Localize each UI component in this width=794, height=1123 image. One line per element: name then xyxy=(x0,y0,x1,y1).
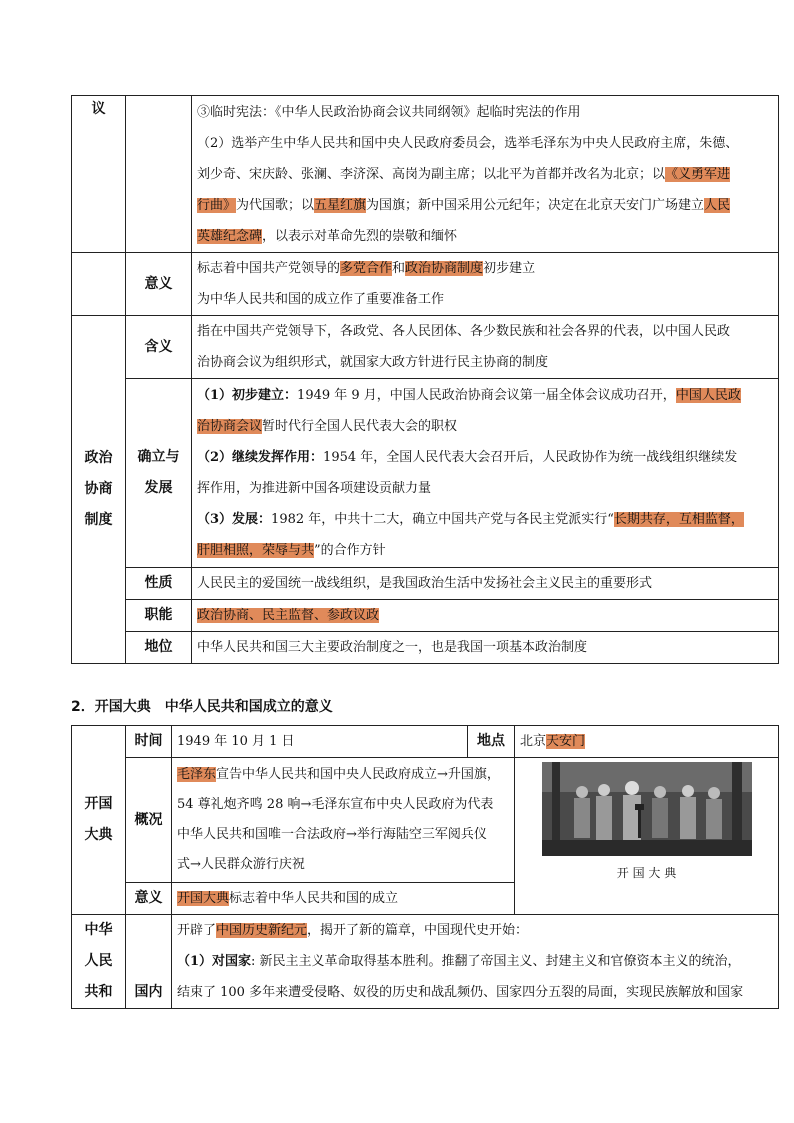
highlight: 中国历史新纪元 xyxy=(216,923,308,938)
domestic-content xyxy=(172,915,779,1009)
table-row xyxy=(72,316,779,379)
label-line: 发展 xyxy=(144,480,173,496)
row-label-domestic: 国内 xyxy=(126,915,172,1009)
section-title: 2．开国大典 中华人民共和国成立的意义 xyxy=(71,699,333,715)
text-line: 中华人民共和国唯一合法政府→举行海陆空三军阅兵仪 xyxy=(177,827,487,842)
row-label-queli xyxy=(126,379,192,568)
highlight: 《义勇军进 xyxy=(665,166,731,182)
table-row xyxy=(72,568,779,600)
text-span: 宣告中华人民共和国中央人民政府成立→升国旗， xyxy=(216,767,500,782)
text-line xyxy=(197,442,773,473)
text-span: 为国旗；新中国采用公元纪年；决定在北京天安门广场建立 xyxy=(366,197,705,213)
cell-content xyxy=(192,316,779,379)
text-line xyxy=(197,159,773,190)
place-value xyxy=(515,726,779,758)
highlight: 长期共存，互相监督， xyxy=(613,512,744,527)
text-line: 挥作用，为推进新中国各项建设贡献力量 xyxy=(197,481,432,496)
table-row xyxy=(72,253,779,316)
bold-heading: （1）对国家 xyxy=(177,954,252,969)
cell-content xyxy=(192,96,779,253)
text-span: 1949 年 9 月，中国人民政治协商会议第一届全体会议成功召开， xyxy=(297,388,676,403)
photo-caption: 开 国 大 典 xyxy=(616,866,677,880)
text-line xyxy=(197,253,773,284)
text-line: （2）选举产生中华人民共和国中央人民政府委员会，选举毛泽东为中央人民政府主席，朱德、 xyxy=(197,135,739,151)
row-label-yi: 议 xyxy=(72,96,126,253)
row-label-diwei: 地位 xyxy=(126,632,192,664)
text-span: ，揭开了新的篇章，中国现代史开始： xyxy=(307,923,529,938)
highlight: 肝胆相照，荣辱与共 xyxy=(197,543,315,558)
highlight: 英雄纪念碑 xyxy=(197,228,263,244)
text-line xyxy=(197,221,773,252)
text-span: 暂时代行全国人民代表大会的职权 xyxy=(262,419,458,434)
text-line: 治协商会议为组织形式，就国家大政方针进行民主协商的制度 xyxy=(197,355,549,370)
highlight: 开国大典 xyxy=(177,891,230,906)
text-line: 为中华人民共和国的成立作了重要准备工作 xyxy=(197,292,445,307)
text-line xyxy=(197,190,773,221)
text-span: 标志着中国共产党领导的 xyxy=(197,261,341,276)
text-line xyxy=(197,535,773,566)
overview-content xyxy=(172,758,515,883)
text-span: 为代国歌；以 xyxy=(236,197,315,213)
text-span: : 新民主主义革命取得基本胜利。推翻了帝国主义、封建主义和官僚资本主义的统治， xyxy=(251,954,741,969)
text-span: 标志着中华人民共和国的成立 xyxy=(229,891,399,906)
highlight: 政治协商、民主监督、参政议政 xyxy=(197,608,380,623)
text-line xyxy=(197,504,773,535)
highlight: 行曲》 xyxy=(197,197,237,213)
text-line xyxy=(177,760,509,790)
bold-heading: （3）发展： xyxy=(197,512,272,527)
label-line: 政治 xyxy=(84,450,113,466)
label-line: 共和 xyxy=(84,984,113,1000)
photo-cell xyxy=(515,758,779,915)
text-line: 结束了 100 多年来遭受侵略、奴役的历史和战乱频仍、国家四分五裂的局面，实现民族解放和国家 xyxy=(177,985,744,1000)
row-label-time: 时间 xyxy=(126,726,172,758)
row-label-meaning: 意义 xyxy=(126,883,172,915)
row-label-xingzhi: 性质 xyxy=(126,568,192,600)
row-label-zhineng: 职能 xyxy=(126,600,192,632)
founding-ceremony-table xyxy=(71,725,779,1009)
text-span: 1982 年，中共十二大，确立中国共产党与各民主党派实行“ xyxy=(271,512,614,527)
row-label-place: 地点 xyxy=(468,726,515,758)
cell-content: 人民民主的爱国统一战线组织，是我国政治生活中发扬社会主义民主的重要形式 xyxy=(192,568,779,600)
label-line: 中华 xyxy=(84,922,113,938)
empty-cell xyxy=(126,96,192,253)
table-row xyxy=(72,726,779,758)
text-line: 指在中国共产党领导下，各政党、各人民团体、各少数民族和社会各界的代表，以中国人民政 xyxy=(197,324,731,339)
text-span: 和 xyxy=(392,261,406,276)
row-label-hanyi: 含义 xyxy=(126,316,192,379)
cell-content xyxy=(192,600,779,632)
text-span: 1954 年，全国人民代表大会召开后，人民政协作为统一战线组织继续发 xyxy=(323,450,738,465)
empty-cell xyxy=(72,253,126,316)
group-label-prc xyxy=(72,915,126,1009)
table-row xyxy=(72,96,779,253)
political-consultation-table xyxy=(71,95,779,664)
table-row xyxy=(72,600,779,632)
bold-heading: （1）初步建立： xyxy=(197,388,298,403)
text-span: ，以表示对革命先烈的崇敬和缅怀 xyxy=(262,228,458,244)
highlight: 政治协商制度 xyxy=(405,261,484,276)
label-line: 开国 xyxy=(84,796,113,812)
highlight: 人民 xyxy=(704,197,731,213)
time-value: 1949 年 10 月 1 日 xyxy=(172,726,468,758)
text-line xyxy=(197,380,773,411)
row-label-overview: 概况 xyxy=(126,758,172,883)
group-label-political-system xyxy=(72,316,126,664)
text-line xyxy=(197,411,773,442)
founding-ceremony-photo xyxy=(542,762,752,856)
cell-content xyxy=(192,253,779,316)
text-span: 刘少奇、宋庆龄、张澜、李济深、高岗为副主席；以北平为首都并改名为北京；以 xyxy=(197,166,666,182)
text-line: ③临时宪法：《中华人民政治协商会议共同纲领》起临时宪法的作用 xyxy=(197,104,581,120)
text-line: 式→人民群众游行庆祝 xyxy=(177,857,305,872)
text-line xyxy=(177,946,773,977)
text-span: 初步建立 xyxy=(483,261,536,276)
group-label-ceremony xyxy=(72,726,126,915)
highlight: 五星红旗 xyxy=(314,197,367,213)
table-row xyxy=(72,758,779,883)
photo-illustration xyxy=(542,762,752,856)
highlight: 天安门 xyxy=(546,734,586,749)
label-line: 大典 xyxy=(84,827,113,843)
meaning-content xyxy=(172,883,515,915)
label-line: 制度 xyxy=(84,512,113,528)
bold-heading: （2）继续发挥作用： xyxy=(197,450,324,465)
cell-content: 中华人民共和国三大主要政治制度之一，也是我国一项基本政治制度 xyxy=(192,632,779,664)
label-line: 人民 xyxy=(84,953,113,969)
text-span: 开辟了 xyxy=(177,923,217,938)
table-row xyxy=(72,915,779,1009)
highlight: 中国人民政 xyxy=(675,388,741,403)
label-line: 确立与 xyxy=(137,449,180,465)
label-line: 协商 xyxy=(84,481,113,497)
highlight: 毛泽东 xyxy=(177,767,217,782)
text-span: ”的合作方针 xyxy=(314,543,386,558)
highlight: 多党合作 xyxy=(340,261,393,276)
cell-content xyxy=(192,379,779,568)
row-label-yiyi: 意义 xyxy=(126,253,192,316)
text-span: 北京 xyxy=(520,734,547,749)
table-row xyxy=(72,632,779,664)
highlight: 治协商会议 xyxy=(197,419,263,434)
table-row xyxy=(72,379,779,568)
text-line xyxy=(177,915,773,946)
text-line: 54 尊礼炮齐鸣 28 响→毛泽东宣布中央人民政府为代表 xyxy=(177,797,494,812)
